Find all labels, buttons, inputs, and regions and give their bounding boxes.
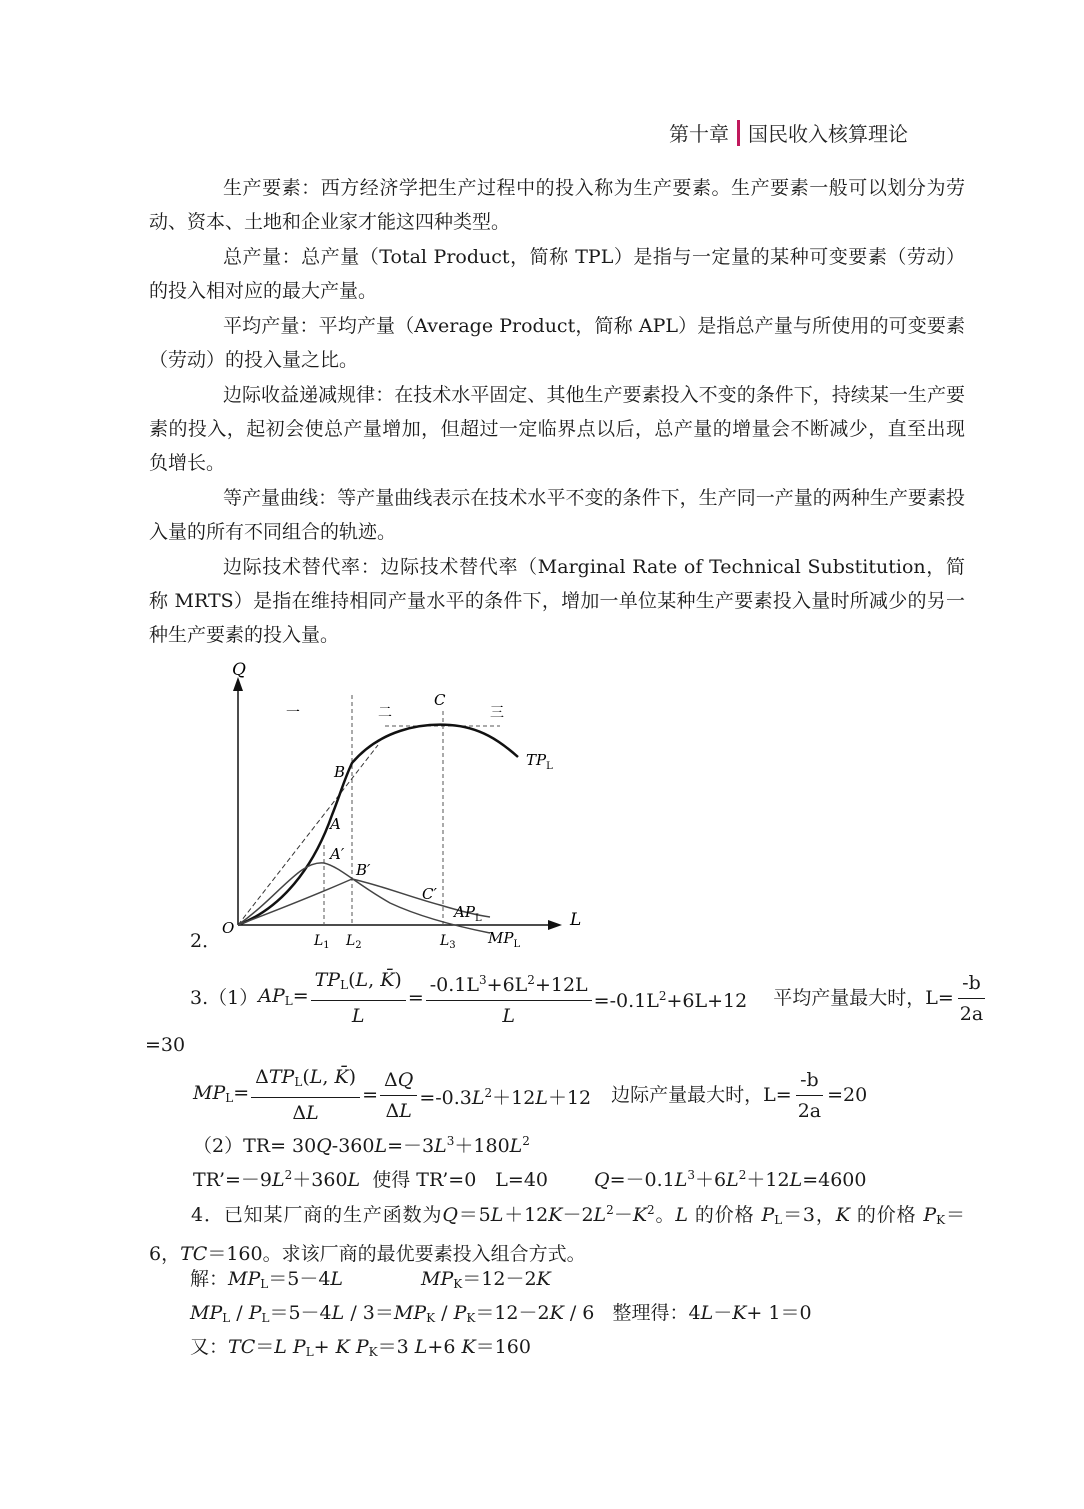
y-axis-label: Q	[232, 660, 246, 680]
q3-ap-result: =30	[145, 1034, 186, 1056]
q4-ask-text: 。求该厂商的最优要素投入组合方式。	[262, 1243, 586, 1265]
q3-mp-frac-num: -b	[796, 1065, 823, 1096]
region-3-label: 三	[490, 705, 504, 721]
q3-mp-line: $MP_L=$ $\frac{\Delta TP_L(L, K̄)}{\Delta L}$ = $\frac{\Delta Q}{\Delta L}$ $=-0.3L^2+12L+12$ 边际产量最大时，L= $\frac{-b}{2a}$ =20	[193, 1062, 867, 1128]
figure-item-number: 2．	[190, 930, 222, 952]
definition-diminishing-returns: 边际收益递减规律：在技术水平固定、其他生产要素投入不变的条件下，持续某一生产要素的投入，起初会使总产量增加，但超过一定临界点以后，总产量的增量会不断减少，直至出现负增长。	[149, 384, 965, 474]
q3-mp-text: 边际产量最大时，L=	[611, 1084, 792, 1106]
definition-mrts: 边际技术替代率：边际技术替代率（Marginal Rate of Technical Substitution，简称 MRTS）是指在维持相同产量水平的条件下，增加一单位某种生产要素投入量时所减少的另一种生产要素的投入量。	[149, 556, 965, 646]
q3-prefix: 3.（1）	[190, 987, 259, 1009]
point-b-label: B	[334, 763, 346, 781]
q4-cost-line: 又：TC＝L $P_L+ K$ $P_K=3$ L+6 K＝160	[190, 1336, 531, 1359]
q3-ap-text: 平均产量最大时，L=	[773, 987, 954, 1009]
region-1-label: 一	[286, 705, 300, 721]
point-b-prime-label: B′	[356, 861, 371, 879]
q4-ratio-line: $MP_L / P_L=5-4L / 3=MP_K / P_K=12-2K / 6$ 整理得：4L－K+ 1＝0	[190, 1302, 812, 1325]
q4-also-label: 又：	[190, 1336, 229, 1358]
q4-simplify-label: 整理得：4	[612, 1302, 701, 1324]
point-a-prime-label: A′	[330, 845, 345, 863]
q4-solution-label: 解：	[190, 1268, 229, 1290]
q3-ap-line: 3.（1） $AP_L=$ $\frac{TP_L(L, K̄)}{L}$ = $\frac{-0.1L^3+6L^2+12L}{L}$ $=-0.1L^2+6L+12$ 平均产量最大时，L= $\frac{-b}{2a}$	[190, 965, 989, 1031]
definition-factors: 生产要素：西方经济学把生产过程中的投入称为生产要素。生产要素一般可以划分为劳动、资本、土地和企业家才能这四种类型。	[149, 177, 965, 233]
q3-mp-frac-den: 2a	[797, 1099, 822, 1122]
q3-part2-prefix: （2）TR= 30	[193, 1135, 317, 1157]
tp-curve-label: $TP_L$	[526, 751, 553, 772]
region-2-label: 二	[378, 705, 392, 721]
tick-l2: $L_2$	[346, 933, 362, 951]
point-a-label: A	[330, 815, 341, 833]
q4-question-text: 4．已知某厂商的生产函数为	[191, 1204, 443, 1226]
q3-ap-frac-num: -b	[958, 968, 985, 999]
header-divider	[737, 120, 740, 146]
q3-q-result: =4600	[802, 1169, 867, 1191]
definition-total-product: 总产量：总产量（Total Product，简称 TPL）是指与一定量的某种可变要素（劳动）的投入相对应的最大产量。	[149, 246, 965, 302]
tick-l1: $L_1$	[314, 933, 330, 951]
chapter-title: 国民收入核算理论	[748, 122, 908, 146]
mp-curve-label: $MP_L$	[488, 929, 521, 950]
q3-part2-derivative: $TR’=-9L^2+360L$ 使得 TR’=0 L=40 $Q=-0.1L^3+6L^2+12L=4600$	[193, 1168, 867, 1191]
chapter-header	[669, 118, 908, 147]
q4-question: 4．已知某厂商的生产函数为$Q=5L+12K-2L^2-K^2$。L 的价格 $P_L=3$，K 的价格 $P_K=6$，TC＝160。求该厂商的最优要素投入组合方式。	[149, 1203, 965, 1265]
q3-ap-frac-den: 2a	[959, 1002, 984, 1025]
q3-mp-result: =20	[827, 1084, 868, 1106]
x-axis-label: L	[570, 910, 582, 930]
point-c-prime-label: C′	[422, 885, 437, 903]
tick-l3: $L_3$	[440, 933, 456, 951]
chapter-number: 第十章	[669, 122, 729, 146]
origin-label: O	[222, 919, 235, 937]
definition-average-product: 平均产量：平均产量（Average Product，简称 APL）是指总产量与所使用的可变要素（劳动）的投入量之比。	[149, 315, 965, 371]
definition-isoquant: 等产量曲线：等产量曲线表示在技术水平不变的条件下，生产同一产量的两种生产要素投入量的所有不同组合的轨迹。	[149, 487, 965, 543]
ap-curve-label: $AP_L$	[454, 903, 482, 924]
q3-part2-line: $(2)TR= 30Q-360L=-3L^3+180L^2$	[193, 1134, 530, 1157]
q3-part2-end: 使得 TR’=0 L=40	[372, 1169, 548, 1191]
point-c-label: C	[434, 691, 446, 709]
production-curves-figure	[180, 655, 600, 955]
q4-solution-line: 解：$MP_L=5-4L$ $MP_K=12-2K$	[190, 1268, 551, 1291]
